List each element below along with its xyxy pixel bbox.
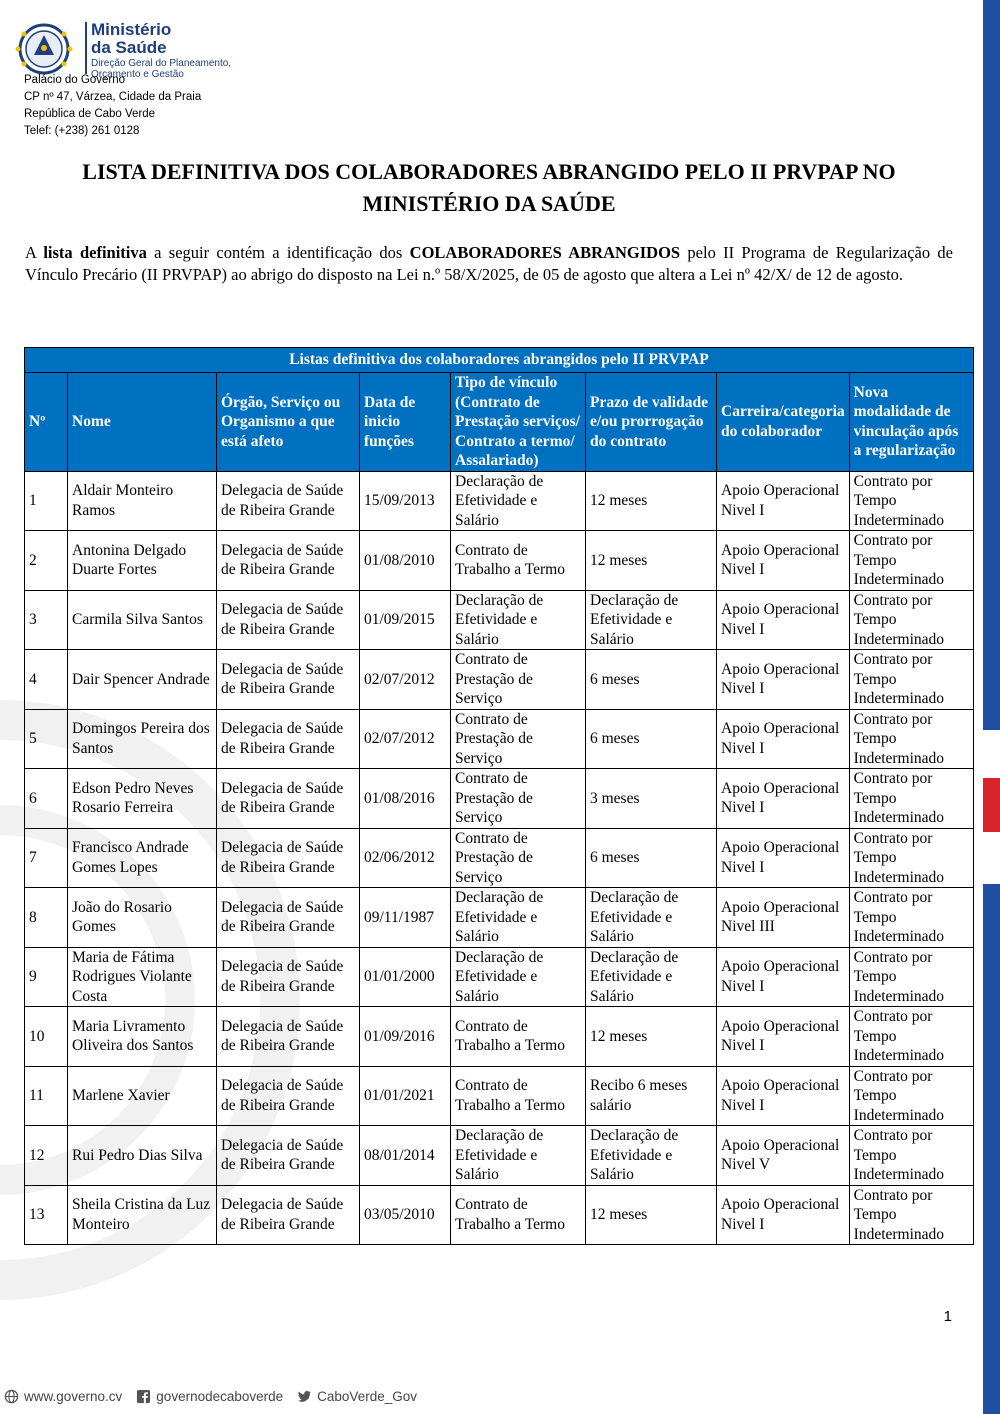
cell-date: 01/01/2021 — [360, 1066, 451, 1126]
cell-prazo: 6 meses — [586, 650, 717, 710]
cell-org: Delegacia de Saúde de Ribeira Grande — [217, 1066, 360, 1126]
cell-date: 02/06/2012 — [360, 828, 451, 888]
cell-date: 01/09/2016 — [360, 1007, 451, 1067]
cell-nova: Contrato por Tempo Indeterminado — [849, 531, 973, 591]
table-row — [25, 769, 974, 829]
cell-org: Delegacia de Saúde de Ribeira Grande — [217, 828, 360, 888]
cell-num: 13 — [25, 1185, 68, 1245]
cell-prazo: 3 meses — [586, 769, 717, 829]
cell-org: Delegacia de Saúde de Ribeira Grande — [217, 709, 360, 769]
cell-org: Delegacia de Saúde de Ribeira Grande — [217, 888, 360, 948]
cell-name: Aldair Monteiro Ramos — [68, 471, 217, 531]
intro-bold-text: COLABORADORES ABRANGIDOS — [409, 243, 681, 262]
cell-org: Delegacia de Saúde de Ribeira Grande — [217, 1126, 360, 1186]
cell-date: 15/09/2013 — [360, 471, 451, 531]
table-row — [25, 1126, 974, 1186]
cell-name: Rui Pedro Dias Silva — [68, 1126, 217, 1186]
cell-name: Antonina Delgado Duarte Fortes — [68, 531, 217, 591]
cell-date: 01/08/2010 — [360, 531, 451, 591]
footer — [4, 1389, 431, 1404]
cell-carreira: Apoio Operacional Nivel I — [717, 471, 850, 531]
page-number: 1 — [943, 1308, 952, 1325]
cell-tipo: Declaração de Efetividade e Salário — [451, 471, 586, 531]
cell-num: 2 — [25, 531, 68, 591]
cell-prazo: Recibo 6 meses salário — [586, 1066, 717, 1126]
cell-nova: Contrato por Tempo Indeterminado — [849, 769, 973, 829]
address-block — [24, 72, 201, 140]
cell-carreira: Apoio Operacional Nivel I — [717, 947, 850, 1007]
cell-prazo: 12 meses — [586, 531, 717, 591]
cell-prazo: Declaração de Efetividade e Salário — [586, 947, 717, 1007]
col-header-num: Nº — [25, 373, 68, 472]
cell-date: 01/08/2016 — [360, 769, 451, 829]
cell-date: 02/07/2012 — [360, 709, 451, 769]
cell-tipo: Contrato de Trabalho a Termo — [451, 1066, 586, 1126]
footer-facebook[interactable] — [136, 1389, 283, 1404]
cell-name: Marlene Xavier — [68, 1066, 217, 1126]
twitter-icon — [297, 1389, 312, 1404]
cell-date: 09/11/1987 — [360, 888, 451, 948]
cell-date: 02/07/2012 — [360, 650, 451, 710]
cell-nova: Contrato por Tempo Indeterminado — [849, 947, 973, 1007]
cell-nova: Contrato por Tempo Indeterminado — [849, 1126, 973, 1186]
cell-org: Delegacia de Saúde de Ribeira Grande — [217, 1185, 360, 1245]
cell-prazo: 12 meses — [586, 1007, 717, 1067]
cell-org: Delegacia de Saúde de Ribeira Grande — [217, 769, 360, 829]
intro-text: a seguir contém a identificação dos — [146, 243, 410, 262]
intro-text: A — [25, 243, 44, 262]
table-row — [25, 888, 974, 948]
side-bar-blue-top — [983, 0, 1000, 730]
cell-org: Delegacia de Saúde de Ribeira Grande — [217, 1007, 360, 1067]
table-row — [25, 947, 974, 1007]
cell-num: 6 — [25, 769, 68, 829]
col-header-name: Nome — [68, 373, 217, 472]
ministry-name-line1: Ministério — [91, 20, 172, 39]
cell-date: 03/05/2010 — [360, 1185, 451, 1245]
cell-num: 7 — [25, 828, 68, 888]
cell-name: Carmila Silva Santos — [68, 590, 217, 650]
cell-date: 08/01/2014 — [360, 1126, 451, 1186]
cell-nova: Contrato por Tempo Indeterminado — [849, 828, 973, 888]
cell-org: Delegacia de Saúde de Ribeira Grande — [217, 471, 360, 531]
cell-carreira: Apoio Operacional Nivel I — [717, 828, 850, 888]
table-row — [25, 1185, 974, 1245]
cell-tipo: Declaração de Efetividade e Salário — [451, 947, 586, 1007]
cell-prazo: 12 meses — [586, 471, 717, 531]
col-header-prazo: Prazo de validade e/ou prorrogação do contrato — [586, 373, 717, 472]
table-row — [25, 471, 974, 531]
cell-nova: Contrato por Tempo Indeterminado — [849, 650, 973, 710]
footer-facebook-text: governodecaboverde — [156, 1389, 284, 1404]
document-title-line1: LISTA DEFINITIVA DOS COLABORADORES ABRANGIDO PELO II PRVPAP NO — [82, 159, 896, 184]
footer-twitter[interactable] — [297, 1389, 417, 1404]
cell-nova: Contrato por Tempo Indeterminado — [849, 709, 973, 769]
footer-website[interactable] — [4, 1389, 122, 1404]
ministry-subtitle-line2: Orçamento e Gestão — [91, 69, 184, 80]
address-line: Telef: (+238) 261 0128 — [24, 125, 140, 137]
cell-nova: Contrato por Tempo Indeterminado — [849, 1007, 973, 1067]
side-bar-blue-bottom — [983, 884, 1000, 1414]
facebook-icon — [136, 1389, 151, 1404]
address-line: República de Cabo Verde — [24, 108, 156, 120]
col-header-carreira: Carreira/categoria do colaborador — [717, 373, 850, 472]
cell-name: Domingos Pereira dos Santos — [68, 709, 217, 769]
cell-num: 10 — [25, 1007, 68, 1067]
cell-name: Edson Pedro Neves Rosario Ferreira — [68, 769, 217, 829]
cell-prazo: Declaração de Efetividade e Salário — [586, 1126, 717, 1186]
cell-name: João do Rosario Gomes — [68, 888, 217, 948]
cell-num: 12 — [25, 1126, 68, 1186]
intro-paragraph — [25, 242, 953, 286]
cell-tipo: Declaração de Efetividade e Salário — [451, 590, 586, 650]
cell-carreira: Apoio Operacional Nivel I — [717, 709, 850, 769]
table-row — [25, 650, 974, 710]
table-row — [25, 1066, 974, 1126]
cell-tipo: Contrato de Trabalho a Termo — [451, 1007, 586, 1067]
cell-carreira: Apoio Operacional Nivel V — [717, 1126, 850, 1186]
table-row — [25, 531, 974, 591]
address-line: Palácio do Governo — [24, 74, 126, 86]
cell-prazo: 6 meses — [586, 828, 717, 888]
cell-nova: Contrato por Tempo Indeterminado — [849, 888, 973, 948]
cell-nova: Contrato por Tempo Indeterminado — [849, 1185, 973, 1245]
cell-org: Delegacia de Saúde de Ribeira Grande — [217, 531, 360, 591]
globe-icon — [4, 1389, 19, 1404]
cell-carreira: Apoio Operacional Nivel I — [717, 531, 850, 591]
table-row — [25, 1007, 974, 1067]
cell-nova: Contrato por Tempo Indeterminado — [849, 1066, 973, 1126]
cell-num: 4 — [25, 650, 68, 710]
cell-org: Delegacia de Saúde de Ribeira Grande — [217, 650, 360, 710]
cell-nova: Contrato por Tempo Indeterminado — [849, 471, 973, 531]
cell-carreira: Apoio Operacional Nivel I — [717, 1007, 850, 1067]
ministry-subtitle-line1: Direção Geral do Planeamento, — [91, 58, 232, 69]
cell-tipo: Declaração de Efetividade e Salário — [451, 1126, 586, 1186]
logo-divider — [85, 22, 87, 74]
table-row — [25, 590, 974, 650]
cell-num: 3 — [25, 590, 68, 650]
cell-tipo: Contrato de Prestação de Serviço — [451, 769, 586, 829]
cell-carreira: Apoio Operacional Nivel I — [717, 769, 850, 829]
col-header-tipo: Tipo de vínculo (Contrato de Prestação serviços/ Contrato a termo/ Assalariado) — [451, 373, 586, 472]
cell-org: Delegacia de Saúde de Ribeira Grande — [217, 947, 360, 1007]
cell-name: Maria de Fátima Rodrigues Violante Costa — [68, 947, 217, 1007]
cell-org: Delegacia de Saúde de Ribeira Grande — [217, 590, 360, 650]
ministry-name-line2: da Saúde — [91, 38, 167, 57]
table-row — [25, 828, 974, 888]
collaborators-table — [24, 347, 974, 1245]
cell-tipo: Contrato de Prestação de Serviço — [451, 650, 586, 710]
cell-tipo: Contrato de Prestação de Serviço — [451, 828, 586, 888]
cell-date: 01/01/2000 — [360, 947, 451, 1007]
cell-tipo: Contrato de Prestação de Serviço — [451, 709, 586, 769]
cell-num: 1 — [25, 471, 68, 531]
cabo-verde-emblem-icon — [10, 22, 78, 76]
footer-website-text: www.governo.cv — [24, 1389, 123, 1404]
intro-bold-text: lista definitiva — [43, 243, 147, 262]
document-title-line2: MINISTÉRIO DA SAÚDE — [362, 191, 616, 216]
cell-date: 01/09/2015 — [360, 590, 451, 650]
cell-name: Maria Livramento Oliveira dos Santos — [68, 1007, 217, 1067]
cell-carreira: Apoio Operacional Nivel III — [717, 888, 850, 948]
cell-num: 11 — [25, 1066, 68, 1126]
cell-num: 8 — [25, 888, 68, 948]
cell-carreira: Apoio Operacional Nivel I — [717, 1185, 850, 1245]
intro-text: pelo II Programa de Regularização de Vínculo Precário (II PRVPAP) ao abrigo do disposto na Lei n.º 58/X/2025, de 05 de agosto que altera a Lei nº 42/X/ de 12 de agosto. — [25, 243, 953, 284]
cell-tipo: Contrato de Trabalho a Termo — [451, 531, 586, 591]
cell-nova: Contrato por Tempo Indeterminado — [849, 590, 973, 650]
cell-prazo: Declaração de Efetividade e Salário — [586, 888, 717, 948]
address-line: CP nº 47, Várzea, Cidade da Praia — [24, 91, 202, 103]
col-header-org: Órgão, Serviço ou Organismo a que está afeto — [217, 373, 360, 472]
cell-prazo: 6 meses — [586, 709, 717, 769]
cell-prazo: Declaração de Efetividade e Salário — [586, 590, 717, 650]
col-header-date: Data de inicio funções — [360, 373, 451, 472]
cell-name: Francisco Andrade Gomes Lopes — [68, 828, 217, 888]
footer-twitter-text: CaboVerde_Gov — [317, 1389, 417, 1404]
cell-name: Sheila Cristina da Luz Monteiro — [68, 1185, 217, 1245]
cell-prazo: 12 meses — [586, 1185, 717, 1245]
table-caption: Listas definitiva dos colaboradores abrangidos pelo II PRVPAP — [25, 348, 974, 373]
cell-carreira: Apoio Operacional Nivel I — [717, 590, 850, 650]
cell-tipo: Declaração de Efetividade e Salário — [451, 888, 586, 948]
cell-name: Dair Spencer Andrade — [68, 650, 217, 710]
cell-num: 5 — [25, 709, 68, 769]
table-row — [25, 709, 974, 769]
document-title — [25, 156, 953, 220]
cell-carreira: Apoio Operacional Nivel I — [717, 1066, 850, 1126]
cell-tipo: Contrato de Trabalho a Termo — [451, 1185, 586, 1245]
cell-carreira: Apoio Operacional Nivel I — [717, 650, 850, 710]
col-header-nova: Nova modalidade de vinculação após a regularização — [849, 373, 973, 472]
cell-num: 9 — [25, 947, 68, 1007]
side-bar-red — [983, 778, 1000, 832]
